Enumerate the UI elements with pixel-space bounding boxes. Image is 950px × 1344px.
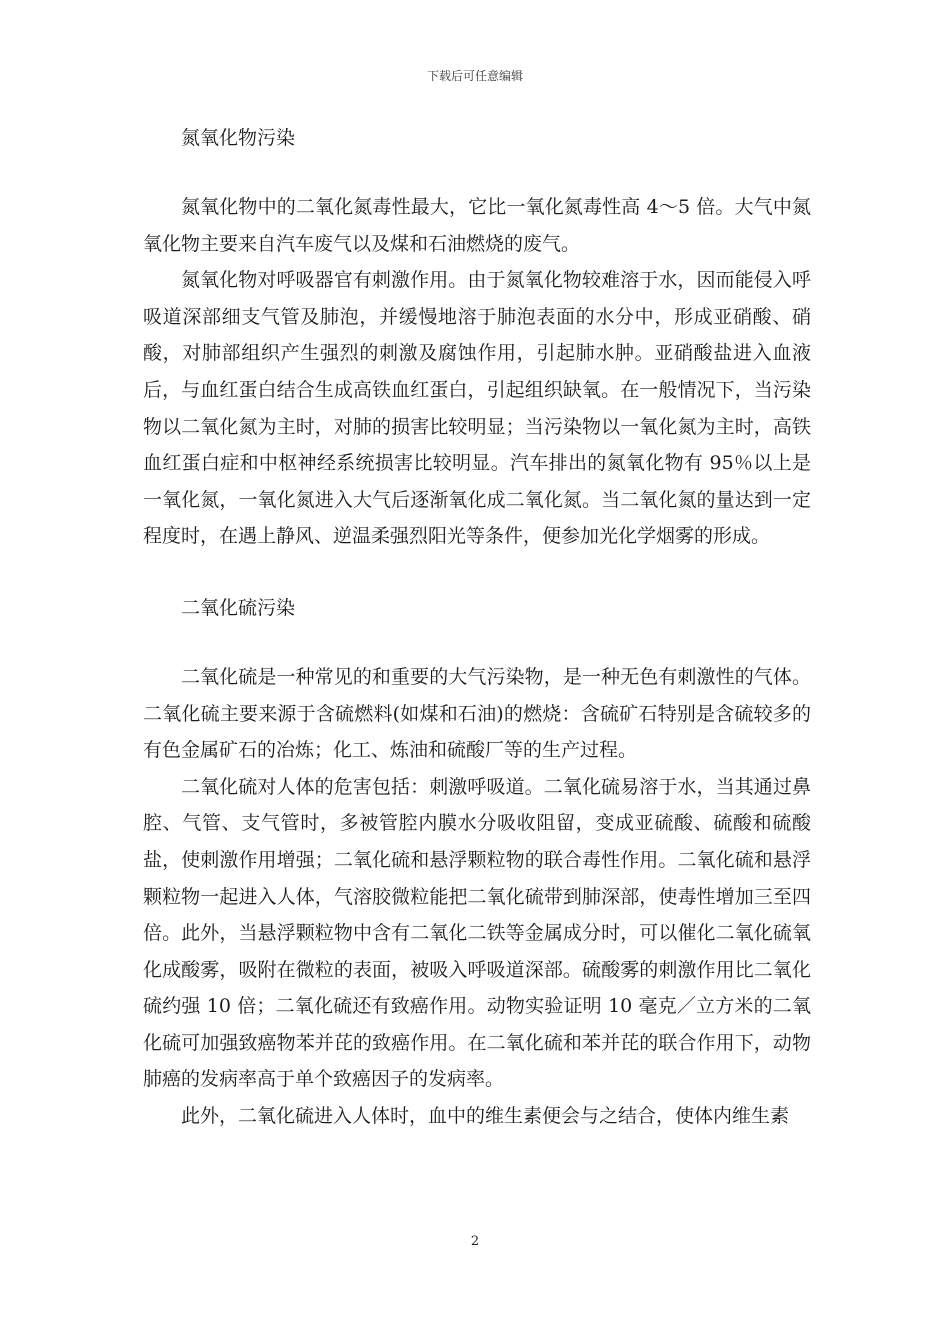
- section-nitrogen-oxides: [143, 121, 811, 555]
- paragraph: 二氧化硫对人体的危害包括：刺激呼吸道。二氧化硫易溶于水，当其通过鼻腔、气管、支气管时，多被管腔内膜水分吸收阻留，变成亚硫酸、硫酸和硫酸盐，使刺激作用增强；二氧化硫和悬浮颗粒物的联合毒性作用。二氧化硫和悬浮颗粒物一起进入人体，气溶胶微粒能把二氧化硫带到肺深部，使毒性增加三至四倍。此外，当悬浮颗粒物中含有二氧化二铁等金属成分时，可以催化二氧化硫氧化成酸雾，吸附在微粒的表面，被吸入呼吸道深部。硫酸雾的刺激作用比二氧化硫约强 10 倍；二氧化硫还有致癌作用。动物实验证明 10 毫克／立方米的二氧化硫可加强致癌物苯并芘的致癌作用。在二氧化硫和苯并芘的联合作用下，动物肺癌的发病率高于单个致癌因子的发病率。: [143, 775, 811, 1091]
- paragraph: 氮氧化物中的二氧化氮毒性最大，它比一氧化氮毒性高 4～5 倍。大气中氮氧化物主要来自汽车废气以及煤和石油燃烧的废气。: [143, 196, 811, 255]
- paragraph: 此外，二氧化硫进入人体时，血中的维生素便会与之结合，使体内维生素: [181, 1105, 790, 1128]
- section-heading: 二氧化硫污染: [181, 596, 296, 619]
- page-number: 2: [470, 1234, 480, 1249]
- page-header: 下载后可任意编辑: [426, 69, 523, 83]
- section-heading: 氮氧化物污染: [181, 127, 296, 149]
- paragraph: 二氧化硫是一种常见的和重要的大气污染物，是一种无色有刺激性的气体。二氧化硫主要来源于含硫燃料(如煤和石油)的燃烧：含硫矿石特别是含硫较多的有色金属矿石的冶炼；化工、炼油和硫酸厂等的生产过程。: [143, 665, 811, 762]
- paragraph: 氮氧化物对呼吸器官有刺激作用。由于氮氧化物较难溶于水，因而能侵入呼吸道深部细支气管及肺泡，并缓慢地溶于肺泡表面的水分中，形成亚硝酸、硝酸，对肺部组织产生强烈的刺激及腐蚀作用，引起肺水肿。亚硝酸盐进入血液后，与血红蛋白结合生成高铁血红蛋白，引起组织缺氧。在一般情况下，当污染物以二氧化氮为主时，对肺的损害比较明显；当污染物以一氧化氮为主时，高铁血红蛋白症和中枢神经系统损害比较明显。汽车排出的氮氧化物有 95％以上是一氧化氮，一氧化氮进入大气后逐渐氧化成二氧化氮。当二氧化氮的量达到一定程度时，在遇上静风、逆温柔强烈阳光等条件，便参加光化学烟雾的形成。: [143, 269, 811, 548]
- document-body: [143, 121, 811, 1135]
- section-sulfur-dioxide: [143, 591, 811, 1135]
